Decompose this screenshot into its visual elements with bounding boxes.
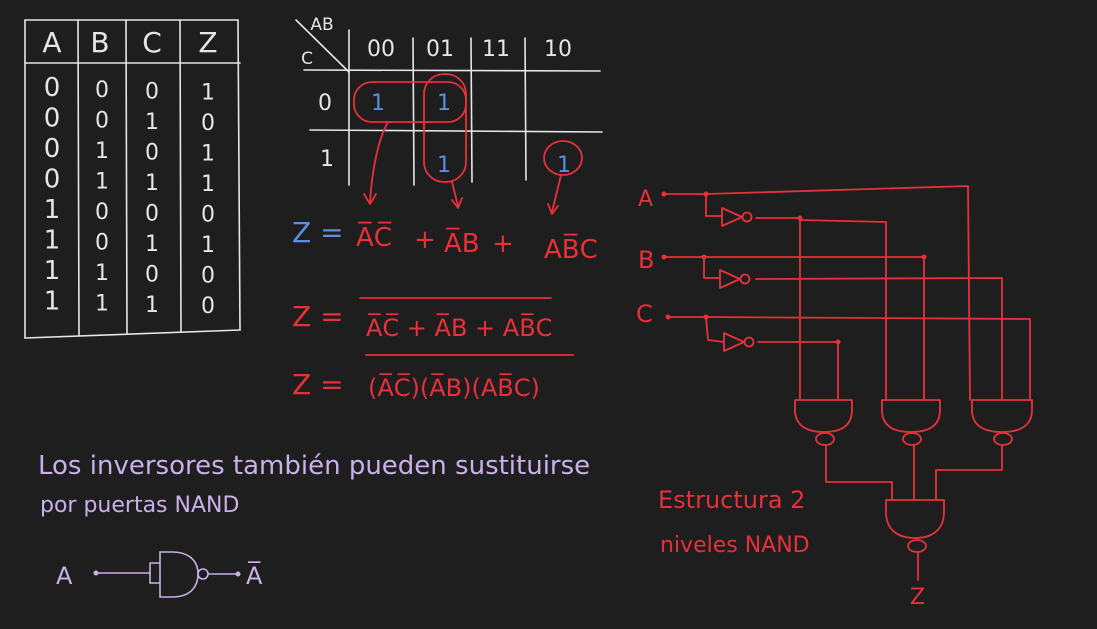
tt-cell-r4-c1: 0 xyxy=(95,200,109,226)
circuit-input-a: A xyxy=(638,187,654,212)
tt-cell-r2-c3: 1 xyxy=(201,141,215,167)
tt-cell-r6-c0: 1 xyxy=(43,256,61,286)
tt-cell-r6-c2: 0 xyxy=(145,262,159,288)
tt-cell-r1-c1: 0 xyxy=(95,108,109,134)
eq1-term-3: AB̅C xyxy=(544,235,598,265)
nand-inverter-output-dot xyxy=(236,572,241,577)
tt-cell-r6-c3: 0 xyxy=(201,263,215,289)
nand-inverter-bubble xyxy=(198,569,208,579)
kmap-col-header-10: 10 xyxy=(544,37,572,62)
kmap-cell-r0-c0: 1 xyxy=(371,91,385,116)
tt-cell-r1-c0: 0 xyxy=(43,103,61,134)
nand-inverter-diagram xyxy=(56,552,263,597)
truth-table-body xyxy=(44,73,215,319)
tt-header-c: C xyxy=(142,26,162,59)
nand-gate-2 xyxy=(882,400,940,432)
tt-cell-r7-c3: 0 xyxy=(201,294,215,320)
tt-cell-r0-c3: 1 xyxy=(201,80,215,106)
tt-cell-r5-c1: 0 xyxy=(95,230,109,256)
eq1-plus-2: + xyxy=(492,229,514,259)
equations xyxy=(292,216,598,402)
circuit-output-z: Z xyxy=(910,585,926,610)
circuit-input-b: B xyxy=(638,246,655,274)
tt-cell-r4-c2: 0 xyxy=(145,201,159,227)
inverter-a xyxy=(722,208,742,226)
tt-cell-r7-c0: 1 xyxy=(43,286,61,317)
tt-header-a: A xyxy=(42,26,62,59)
kmap-row-header-1: 1 xyxy=(320,147,334,172)
tt-cell-r5-c3: 1 xyxy=(201,233,215,259)
kmap-cell-r1-c3: 1 xyxy=(557,153,571,178)
eq1-term-1: A̅C̅ xyxy=(356,223,392,253)
eq1-term-2: A̅B xyxy=(444,229,480,259)
tt-cell-r4-c0: 1 xyxy=(43,195,61,225)
kmap-group-arrows xyxy=(364,122,561,214)
nand-inverter-output-label: A̅ xyxy=(246,562,263,590)
inverter-b xyxy=(720,270,740,288)
kmap-row-header-0: 0 xyxy=(318,91,332,116)
note-line-2: por puertas NAND xyxy=(40,493,240,518)
circuit-inverters xyxy=(720,208,754,351)
circuit-input-c: C xyxy=(636,300,653,328)
tt-cell-r1-c2: 1 xyxy=(145,109,159,135)
nand-inverter-input-label: A xyxy=(56,562,73,590)
kmap-row-var: C xyxy=(301,49,313,69)
nand-circuit xyxy=(636,186,1032,610)
karnaugh-map xyxy=(296,15,602,214)
eq2-lhs: Z = xyxy=(292,300,344,333)
kmap-col-header-11: 11 xyxy=(482,37,510,62)
note-line-1: Los inversores también pueden sustituirse xyxy=(38,451,591,481)
tt-cell-r0-c1: 0 xyxy=(95,78,109,104)
eq1-plus-1: + xyxy=(414,225,436,255)
circuit-nand-gates-level-1 xyxy=(795,400,1032,445)
circuit-caption-line-2: niveles NAND xyxy=(660,533,810,558)
eq3-rhs: (A̅C̅)(A̅B)(AB̅C) xyxy=(368,374,540,402)
eq1-lhs: Z = xyxy=(292,216,344,249)
tt-cell-r3-c2: 1 xyxy=(145,170,159,196)
tt-cell-r3-c3: 1 xyxy=(201,172,215,198)
kmap-col-header-01: 01 xyxy=(426,37,454,62)
eq3-lhs: Z = xyxy=(292,368,344,401)
tt-header-b: B xyxy=(90,26,110,59)
kmap-col-var: AB xyxy=(310,15,334,35)
tt-cell-r3-c0: 0 xyxy=(43,164,61,195)
nand-gate-3 xyxy=(972,400,1032,432)
eq2-rhs: A̅C̅ + A̅B + AB̅C xyxy=(366,314,553,342)
circuit-caption-line-1: Estructura 2 xyxy=(658,486,806,514)
tt-cell-r7-c1: 1 xyxy=(95,291,109,317)
tt-cell-r5-c0: 1 xyxy=(43,225,61,256)
note xyxy=(38,451,590,518)
tt-cell-r6-c1: 1 xyxy=(95,261,109,287)
nand-inverter-gate xyxy=(160,552,198,597)
tt-cell-r7-c2: 1 xyxy=(145,292,159,318)
tt-cell-r0-c0: 0 xyxy=(43,73,61,103)
tt-cell-r0-c2: 0 xyxy=(145,79,159,105)
inverter-c xyxy=(724,333,744,351)
kmap-cell-r1-c1: 1 xyxy=(437,153,451,178)
tt-cell-r2-c0: 0 xyxy=(43,134,61,164)
kmap-col-header-00: 00 xyxy=(367,37,395,62)
tt-header-z: Z xyxy=(198,26,218,59)
tt-cell-r5-c2: 1 xyxy=(145,231,159,257)
nand-gate-1 xyxy=(795,400,852,432)
kmap-groupings xyxy=(354,74,582,182)
kmap-cell-r0-c1: 1 xyxy=(437,91,451,116)
tt-cell-r1-c3: 0 xyxy=(201,111,215,137)
truth-table xyxy=(25,20,240,338)
truth-table-headers xyxy=(42,26,217,59)
circuit-wires xyxy=(664,186,1030,580)
tt-cell-r4-c3: 0 xyxy=(201,202,215,228)
tt-cell-r3-c1: 1 xyxy=(95,169,109,195)
nand-gate-output xyxy=(886,500,944,538)
tt-cell-r2-c1: 1 xyxy=(95,139,109,165)
circuit-nand-gate-level-2 xyxy=(886,500,944,552)
tt-cell-r2-c2: 0 xyxy=(145,140,159,166)
